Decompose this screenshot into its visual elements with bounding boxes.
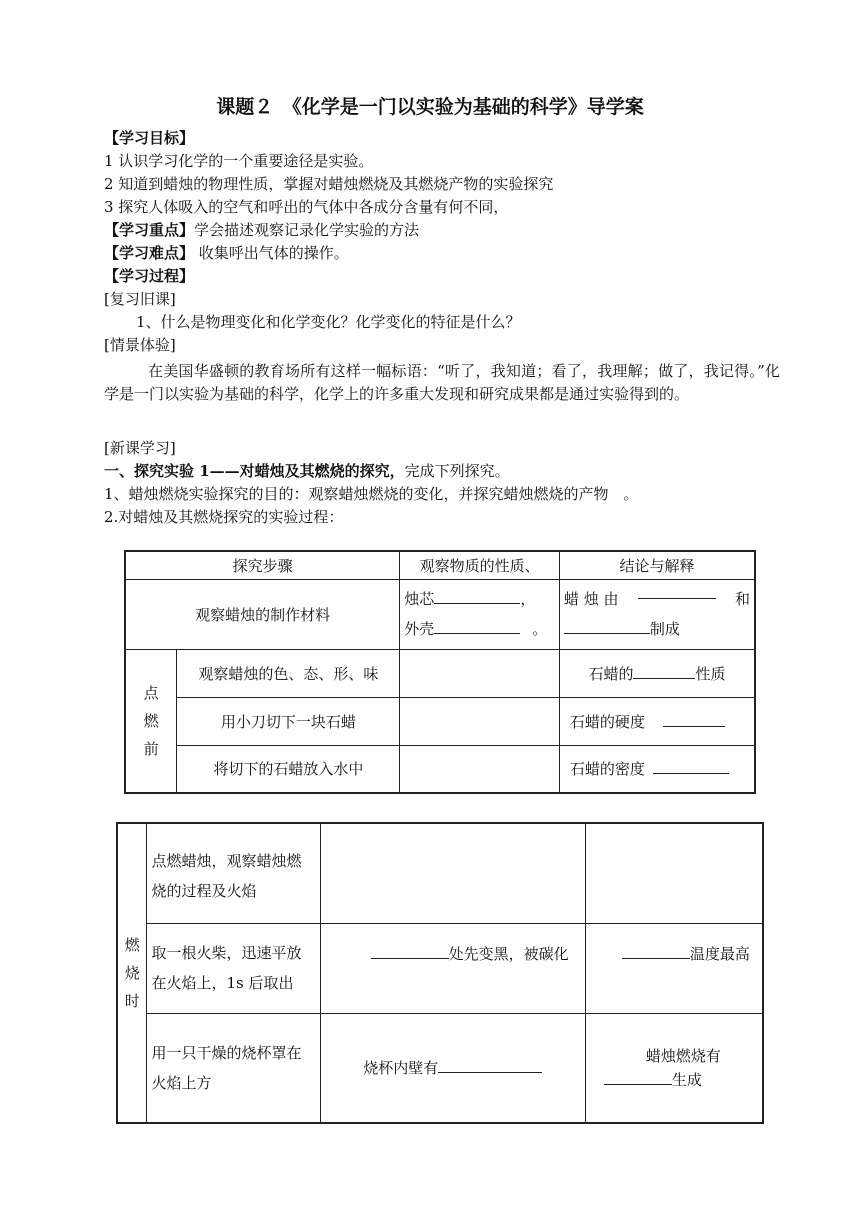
obs-light-candle[interactable] <box>320 823 585 923</box>
table-row <box>117 823 763 923</box>
concl-material-blank2[interactable] <box>564 619 650 634</box>
beaker-blank[interactable] <box>438 1058 542 1073</box>
objective-2: 2 知道到蜡烛的物理性质，掌握对蜡烛燃烧及其燃烧产物的实验探究 <box>104 175 554 193</box>
table-row <box>117 923 763 1013</box>
focus-line <box>104 219 419 241</box>
header-conclusion: 结论与解释 <box>559 551 755 579</box>
table-row <box>125 745 755 793</box>
difficulty-text: 收集呼出气体的操作。 <box>194 244 349 262</box>
table-row <box>117 1013 763 1123</box>
table1-header-row <box>125 551 755 579</box>
shell-end: 。 <box>532 620 548 638</box>
concl-hardness: 石蜡的硬度 <box>559 697 755 745</box>
concl-density: 石蜡的密度 <box>559 745 755 793</box>
step-appearance: 观察蜡烛的色、态、形、味 <box>177 649 400 697</box>
step-water: 将切下的石蜡放入水中 <box>177 745 400 793</box>
experiment-table-during <box>116 822 764 1124</box>
hardness-blank[interactable] <box>663 712 725 727</box>
table-row <box>125 649 755 697</box>
obs-material <box>400 579 560 649</box>
obs-appearance[interactable] <box>400 649 560 697</box>
step-beaker: 用一只干燥的烧杯罩在火焰上方 <box>147 1013 320 1123</box>
obs-beaker: 烧杯内壁有 <box>320 1013 585 1123</box>
page-title: 课题２ 《化学是一门以实验为基础的科学》导学案 <box>216 96 644 118</box>
step-light-candle: 点燃蜡烛，观察蜡烛燃烧的过程及火焰 <box>147 823 320 923</box>
objectives-header: 【学习目标】 <box>104 129 195 147</box>
concl-material-start: 蜡 烛 由 <box>563 590 619 608</box>
table-row-material <box>125 579 755 649</box>
step-cut: 用小刀切下一块石蜡 <box>177 697 400 745</box>
experiment-table-before <box>124 550 756 794</box>
item-1: 1、蜡烛燃烧实验探究的目的：观察蜡烛燃烧的变化，并探究蜡烛燃烧的产物 。 <box>104 485 639 503</box>
product-blank[interactable] <box>604 1070 672 1085</box>
obs-water[interactable] <box>400 745 560 793</box>
section1-heading <box>104 460 510 482</box>
concl-material-and: 和 <box>734 590 750 608</box>
section1-bold: 一、探究实验 1——对蜡烛及其燃烧的探究， <box>104 462 405 480</box>
concl-light-candle[interactable] <box>585 823 763 923</box>
shell-label: 外壳 <box>404 620 435 638</box>
step-match: 取一根火柴，迅速平放在火焰上，1s 后取出 <box>147 923 320 1013</box>
density-blank[interactable] <box>653 759 729 774</box>
concl-match: 温度最高 <box>585 923 763 1013</box>
item-2: 2.对蜡烛及其燃烧探究的实验过程： <box>104 508 344 526</box>
table-row <box>125 697 755 745</box>
temp-blank[interactable] <box>622 944 690 959</box>
during-burning-label: 燃 烧 时 <box>117 823 147 1123</box>
obs-cut[interactable] <box>400 697 560 745</box>
concl-material <box>559 579 755 649</box>
concl-appearance: 石蜡的 性质 <box>559 649 755 697</box>
new-lesson-label: [新课学习] <box>104 439 176 457</box>
difficulty-label: 【学习难点】 <box>104 244 195 262</box>
wick-blank[interactable] <box>434 589 520 604</box>
process-header: 【学习过程】 <box>104 267 195 285</box>
wick-label: 烛芯 <box>404 590 435 608</box>
section1-rest: 完成下列探究。 <box>404 462 510 480</box>
difficulty-line <box>104 242 349 264</box>
review-question: 1、什么是物理变化和化学变化？化学变化的特征是什么？ <box>136 313 521 331</box>
scenario-paragraph: 在美国华盛顿的教育场所有这样一幅标语：“听了，我知道；看了，我理解；做了，我记得。”化学是一门以实验为基础的科学，化学上的许多重大发现和研究成果都是通过实验得到的。 <box>104 362 780 403</box>
shell-blank[interactable] <box>434 619 520 634</box>
concl-material-end: 制成 <box>649 620 680 638</box>
header-observation: 观察物质的性质、 <box>400 551 560 579</box>
obs-match: 处先变黑，被碳化 <box>320 923 585 1013</box>
concl-beaker: 蜡烛燃烧有 生成 <box>585 1013 763 1123</box>
review-label: [复习旧课] <box>104 290 176 308</box>
appearance-blank[interactable] <box>633 664 695 679</box>
header-step: 探究步骤 <box>125 551 400 579</box>
wick-end: ， <box>520 590 536 608</box>
focus-label: 【学习重点】 <box>104 221 195 239</box>
concl-material-blank1[interactable] <box>638 584 716 599</box>
focus-text: 学会描述观察记录化学实验的方法 <box>194 221 420 239</box>
scenario-label: [情景体验] <box>104 336 176 354</box>
match-blank[interactable] <box>371 944 449 959</box>
before-lighting-label: 点 燃 前 <box>125 649 177 793</box>
objective-1: 1 认识学习化学的一个重要途径是实验。 <box>104 152 374 170</box>
objective-3: 3 探究人体吸入的空气和呼出的气体中各成分含量有何不同， <box>104 198 509 216</box>
step-material: 观察蜡烛的制作材料 <box>125 579 400 649</box>
